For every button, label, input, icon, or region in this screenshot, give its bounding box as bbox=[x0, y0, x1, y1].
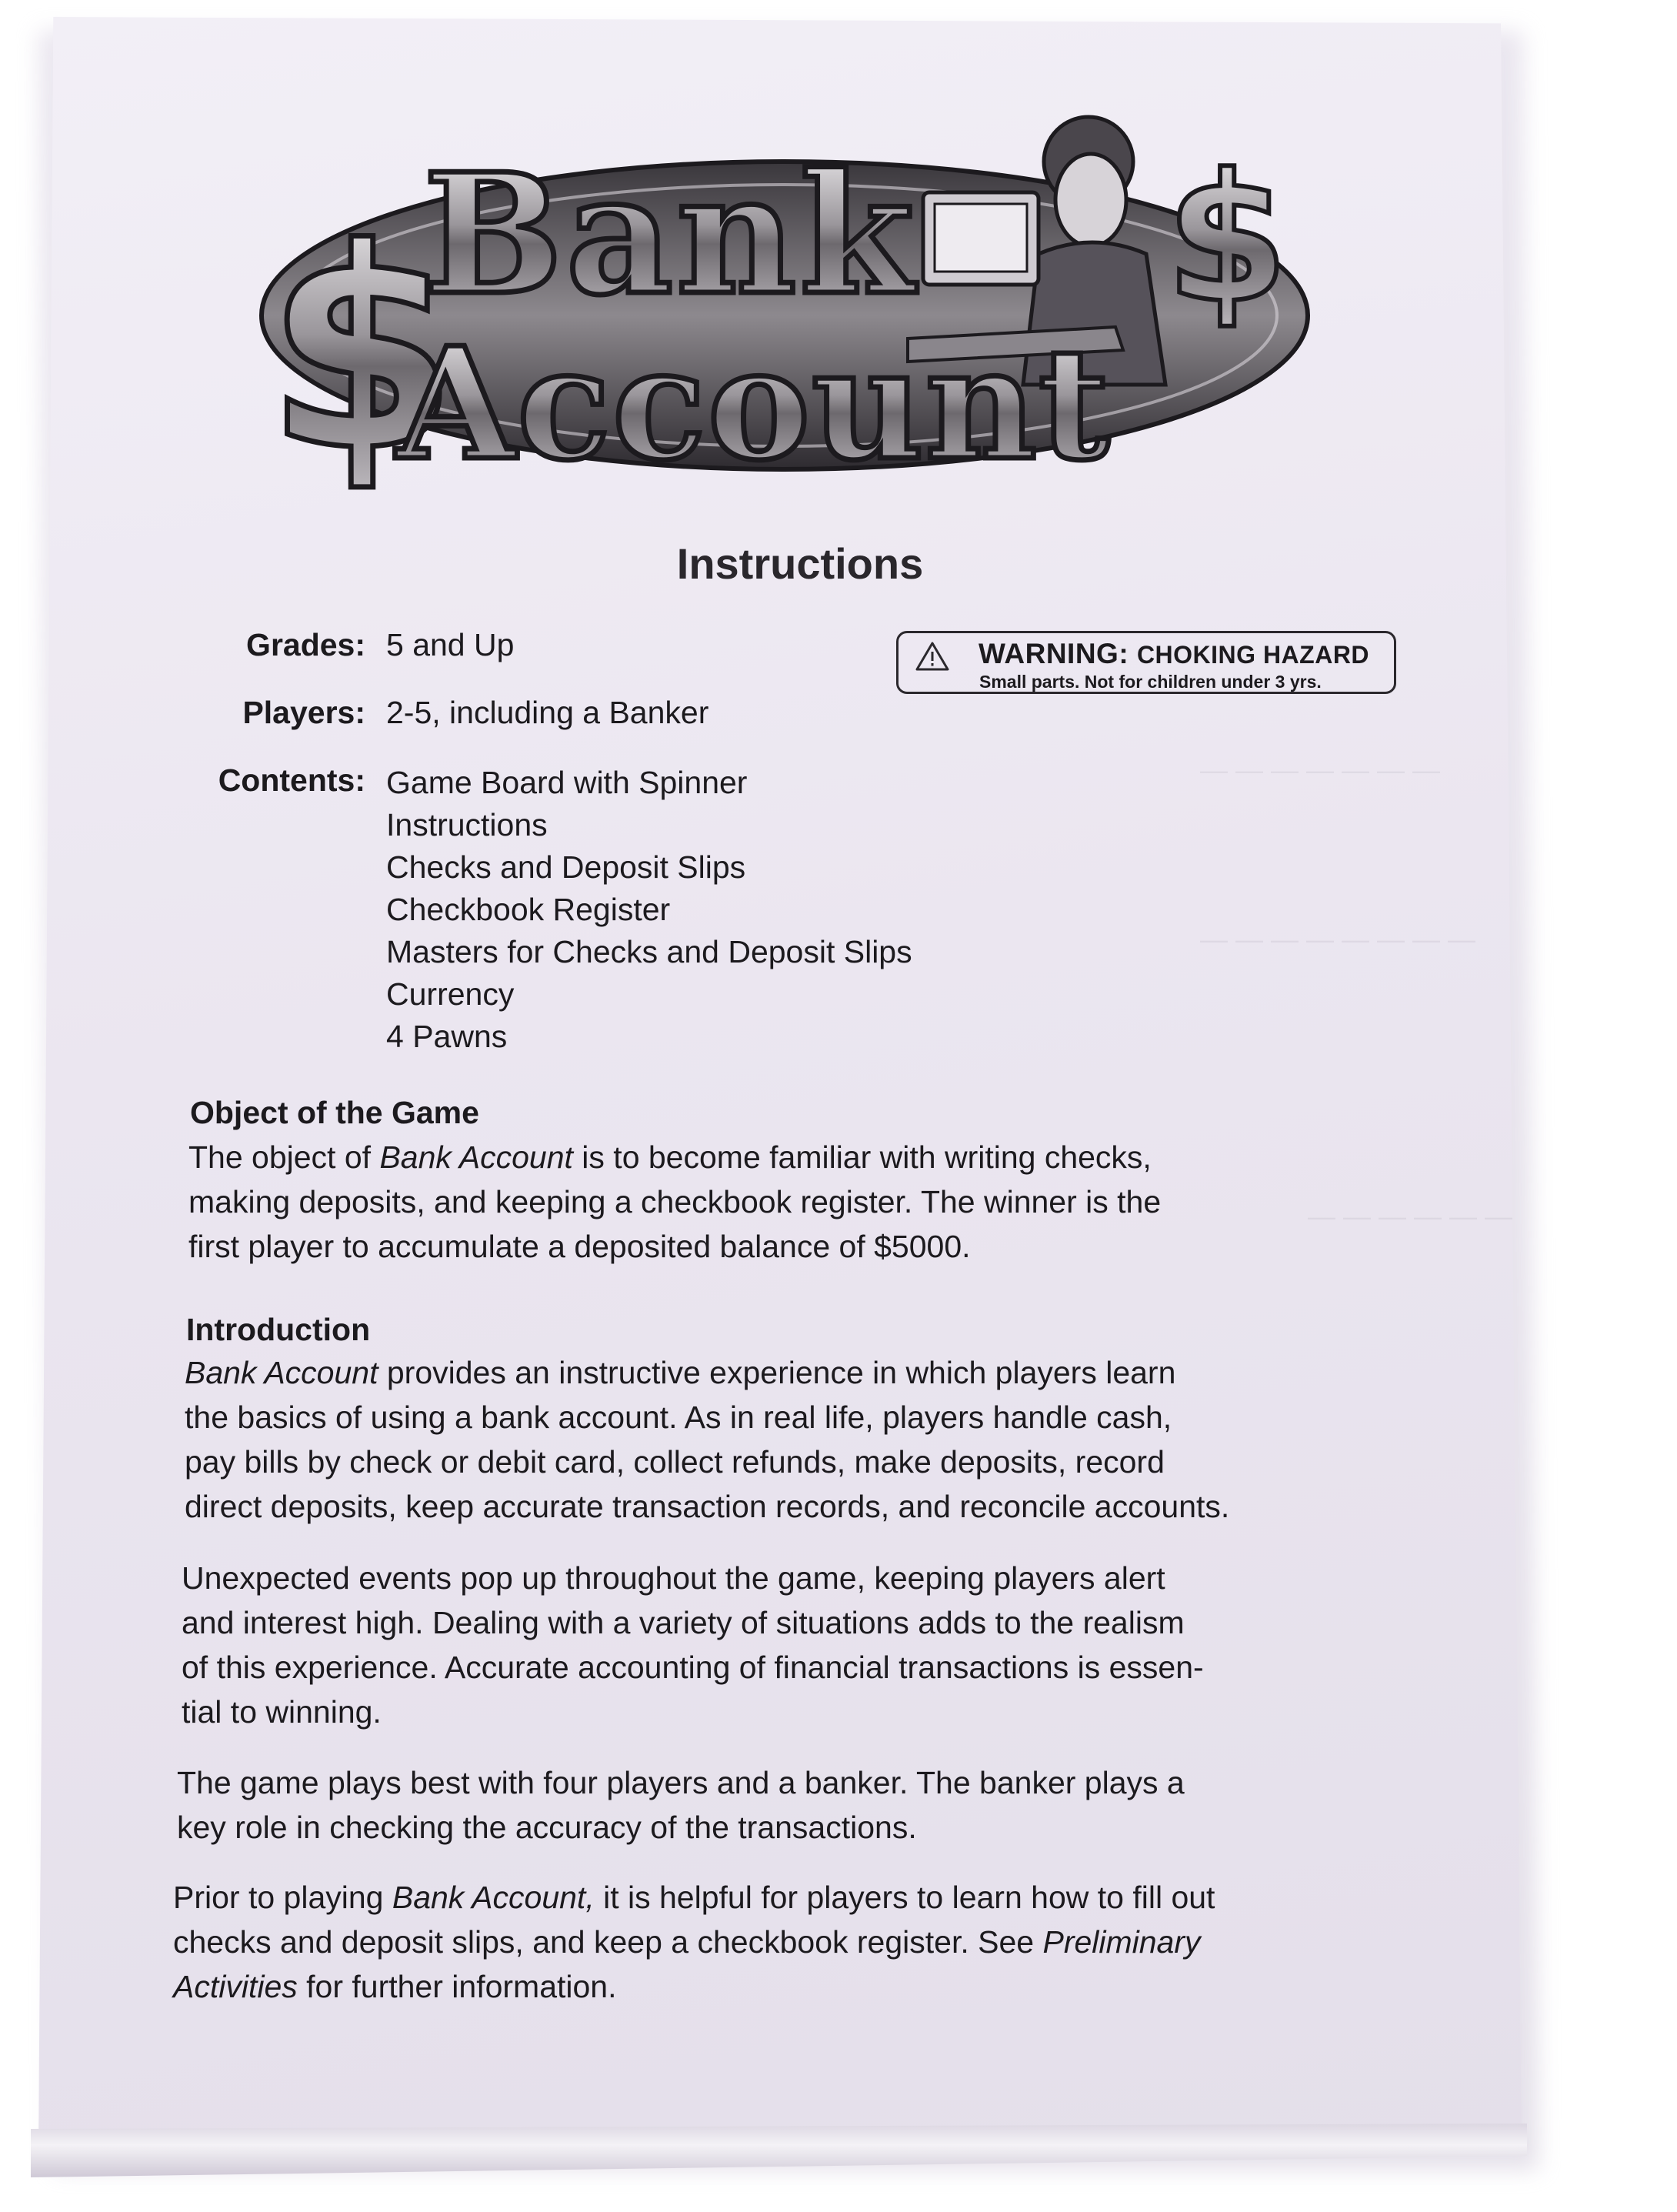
introduction-paragraph-1: Bank Account provides an instructive experience in which players learn the basics of using a bank account. As in real life, players handle cash, pay bills by check or debit card, collect refunds, make deposits, record direct deposits, keep accurate transaction records, and reconcile accounts. bbox=[185, 1355, 1230, 1524]
show-through-text: — — — — — — bbox=[1308, 1200, 1513, 1232]
logo-word-bank: Bank bbox=[423, 137, 918, 332]
svg-text:$: $ bbox=[1165, 137, 1289, 342]
players-value: 2-5, including a Banker bbox=[386, 695, 709, 730]
list-item: Masters for Checks and Deposit Slips bbox=[386, 934, 912, 969]
list-item: Game Board with Spinner bbox=[386, 765, 748, 800]
list-item: 4 Pawns bbox=[386, 1019, 508, 1054]
object-heading: Object of the Game bbox=[190, 1095, 479, 1130]
introduction-paragraph-3: The game plays best with four players and a banker. The banker plays a key role in checking the accuracy of the transactions. bbox=[177, 1765, 1185, 1845]
page-title: Instructions bbox=[676, 539, 924, 588]
warning-title: WARNING: CHOKING HAZARD bbox=[979, 638, 1370, 669]
grades-label: Grades: bbox=[246, 627, 365, 662]
contents-label: Contents: bbox=[218, 762, 365, 798]
choking-hazard-warning bbox=[896, 631, 1396, 694]
list-item: Currency bbox=[386, 976, 515, 1012]
logo-word-account: Account bbox=[396, 314, 1112, 495]
show-through-text: — — — — — — — bbox=[1200, 754, 1441, 786]
introduction-paragraph-2: Unexpected events pop up throughout the game, keeping players alert and interest high. Dealing with a variety of situations adds to the realism of this experience. Accurate accounting of financial transactions is essen- tial to winning. bbox=[182, 1560, 1204, 1730]
list-item: Instructions bbox=[386, 807, 548, 842]
introduction-paragraph-4: Prior to playing Bank Account, it is helpful for players to learn how to fill out checks and deposit slips, and keep a checkbook register. See Preliminary Activities for further information. bbox=[173, 1880, 1215, 2004]
list-item: Checks and Deposit Slips bbox=[386, 849, 746, 885]
show-through-text: — — — — — — — — bbox=[1200, 923, 1476, 955]
svg-text:$: $ bbox=[265, 189, 458, 508]
players-label: Players: bbox=[242, 695, 365, 730]
warning-subtitle: Small parts. Not for children under 3 yrs. bbox=[979, 672, 1322, 692]
object-paragraph: The object of Bank Account is to become familiar with writing checks, making deposits, and keeping a checkbook register. The winner is the first player to accumulate a deposited balance of $5000. bbox=[188, 1139, 1162, 1264]
list-item: Checkbook Register bbox=[386, 892, 671, 927]
warning-triangle-icon bbox=[915, 641, 949, 672]
introduction-heading: Introduction bbox=[186, 1312, 371, 1347]
grades-value: 5 and Up bbox=[386, 627, 515, 662]
contents-list bbox=[386, 762, 912, 1058]
bank-account-logo bbox=[231, 108, 1339, 508]
